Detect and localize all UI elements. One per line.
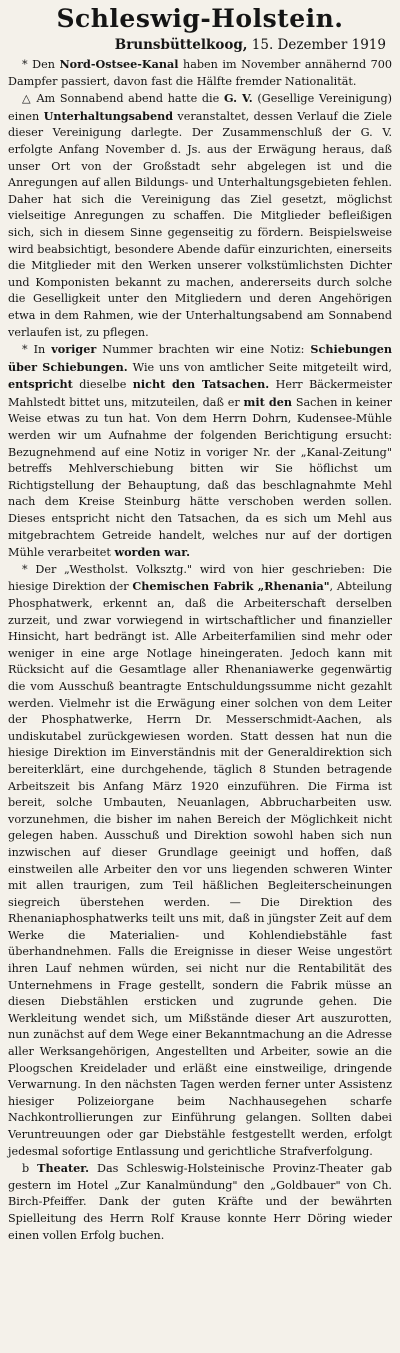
bold-text: Schiebungen über Schiebungen. bbox=[8, 342, 392, 374]
article-text: * Den bbox=[22, 58, 60, 71]
article-text: * In bbox=[22, 343, 52, 357]
article-text: Nummer brachten wir eine Notiz: bbox=[96, 343, 311, 357]
article-text: veranstaltet, dessen Verlauf die Ziele dieser Vereinigung darlegte. Der Zusammenschluß der G. V. erfolgte Anfang November d. Js. aus der Erwägung heraus, daß unser Ort von der Großstadt sehr abgelegen ist und die Anregungen auf allen Bildungs- und Unterhaltungsgebieten fehlen. Daher hat sich die Vereinigung das Ziel gesetzt, möglichst vielseitige Anregungen zu schaffen. Die Mitglieder befleißigen sich, sich in diesem Sinne gegenseitig zu fördern. Beispielsweise wird beabsichtigt, besondere Abende dafür einzurichten, einerseits die Mitglieder mit den Werken unserer volkstümlichsten Dichter und Komponisten bekannt zu machen, andererseits durch solche die Geselligkeit unter den Mitgliedern und deren Angehörigen etwa in dem Rahmen, wie der Unterhaltungsabend am Sonnabend verlaufen ist, zu pflegen. bbox=[8, 109, 392, 339]
dateline-place: Brunsbüttelkoog, bbox=[114, 37, 248, 53]
bold-text: nicht den Tatsachen. bbox=[132, 377, 270, 392]
section-title: Schleswig-Holstein. bbox=[56, 4, 344, 33]
bold-text: Nord-Ostsee-Kanal bbox=[59, 57, 179, 71]
article-text: haben im November annähernd 700 Dampfer passiert, davon fast die Hälfte fremder Nationalität. bbox=[8, 58, 392, 88]
bold-text: entspricht bbox=[8, 377, 73, 392]
bold-text: worden war. bbox=[114, 545, 191, 560]
bold-text: voriger bbox=[51, 342, 97, 357]
article-text: △ Am Sonnabend abend hatte die bbox=[22, 92, 224, 106]
article-text: Wie uns von amtlicher Seite mitgeteilt wird, bbox=[127, 360, 392, 374]
article-list bbox=[8, 56, 392, 1244]
dateline bbox=[8, 36, 392, 54]
article-text: (Gesellige Vereinigung) einen bbox=[8, 92, 392, 123]
article-text: Sachen in keiner Weise etwas zu tun hat. Von dem Herrn Dohrn, Kudensee-Mühle werden wir um Aufnahme der folgenden Berichtigung ersucht: Bezugnehmend auf eine Notiz in voriger Nr. der „Kanal-Zeitung" betreffs Mehlverschiebung bitten wir Sie höflichst um Richtigstellung der Behauptung, daß das beschlagnahmte Mehl nach dem Kreise Steinburg hätte verschoben werden sollen. Dieses entspricht nicht den Tatsachen, da es sich um Mehl aus mitgebrachtem Getreide handelt, welches nur auf der dortigen Mühle verarbeitet bbox=[8, 395, 392, 560]
news-item bbox=[8, 341, 392, 562]
news-item bbox=[8, 56, 392, 90]
news-item bbox=[8, 562, 392, 1160]
bold-text: mit den bbox=[243, 394, 293, 409]
bold-text: G. V. bbox=[223, 91, 253, 106]
article-text: dieselbe bbox=[72, 378, 133, 392]
article-text: b bbox=[22, 1162, 38, 1176]
bold-text: Theater. bbox=[37, 1161, 90, 1176]
bold-text: Chemischen Fabrik „Rhenania" bbox=[132, 579, 330, 594]
article-text: , Abteilung Phosphatwerk, erkennt an, daß die Arbeiterschaft derselben zurzeit, und zwar vorwiegend in wirtschaftlicher und finanzieller Hinsicht, hart bedrängt ist. Alle Arbeiterfamilien sind mehr oder weniger in eine arge Notlage hineingeraten. Jedoch kann mit Rücksicht auf die Gesamtlage aller Rhenaniawerke gegenwärtig die vom Ausschuß beantragte Entschuldungssumme nicht gezahlt werden. Vielmehr ist die Erwägung einer solchen von dem Leiter der Phosphatwerke, Herrn Dr. Messerschmidt-Aachen, als undiskutabel zurückgewiesen worden. Statt dessen hat nun die hiesige Direktion im Einverständnis mit der Generaldirektion sich bereiterklärt, eine durchgehende, täglich 8 Stunden betragende Arbeitszeit bis Anfang März 1920 einzuführen. Die Firma ist bereit, solche Umbauten, Neuanlagen, Abbrucharbeiten usw. vorzunehmen, die bisher im nahen Bereich der Möglichkeit nicht gelegen haben. Ausschuß und Direktion sowohl haben sich nun inzwischen auf dieser Grundlage geeinigt und hoffen, daß einstweilen alle Arbeiter den vor uns liegenden schweren Winter mit allen traurigen, zum Teil häßlichen Begleiterscheinungen siegreich überstehen werden. — Die Direktion des Rhenaniaphosphatwerks teilt uns mit, daß in jüngster Zeit auf dem Werke die Materialien- und Kohlendiebstähle fast überhandnehmen. Falls die Ereignisse in dieser Weise ungestört ihren Lauf nehmen würden, sei nicht nur die Rentabilität des Unternehmens in Frage gestellt, sondern die Fabrik müsse an diesen Diebstählen ersticken und zugrunde gehen. Die Werkleitung wendet sich, um Mißstände dieser Art auszurotten, nun zunächst auf dem Wege einer Bekanntmachung an die Adresse aller Werksangehörigen, Angestellten und Arbeiter, sowie an die Ploogschen Kreidelader und erläßt eine einstweilige, dringende Verwarnung. In den nächsten Tagen werden ferner unter Assistenz hiesiger Polizeiorgane beim Nachhausegehen scharfe Nachkontrollierungen zur Einführung gelangen. Sollten dabei Veruntreuungen oder gar Diebstähle festgestellt werden, erfolgt jedesmal sofortige Entlassung und gerichtliche Strafverfolgung. bbox=[8, 580, 392, 1158]
bold-text: Unterhaltungsabend bbox=[43, 108, 174, 123]
news-item bbox=[8, 1160, 392, 1244]
article-text: Herr Bäckermeister Mahlstedt bittet uns, mitzuteilen, daß er bbox=[8, 378, 392, 409]
dateline-date: 15. Dezember 1919 bbox=[251, 37, 386, 53]
article-text: * Der „Westholst. Volksztg." wird von hier geschrieben: Die hiesige Direktion der bbox=[8, 562, 392, 594]
news-item bbox=[8, 90, 392, 341]
article-text: Das Schleswig-Holsteinische Provinz-Theater gab gestern im Hotel „Zur Kanalmündung" den „Goldbauer" von Ch. Birch-Pfeiffer. Dank der guten Kräfte und der bewährten Spielleitung des Herrn Rolf Krause konnte Herr Döring wieder einen vollen Erfolg buchen. bbox=[8, 1162, 392, 1242]
